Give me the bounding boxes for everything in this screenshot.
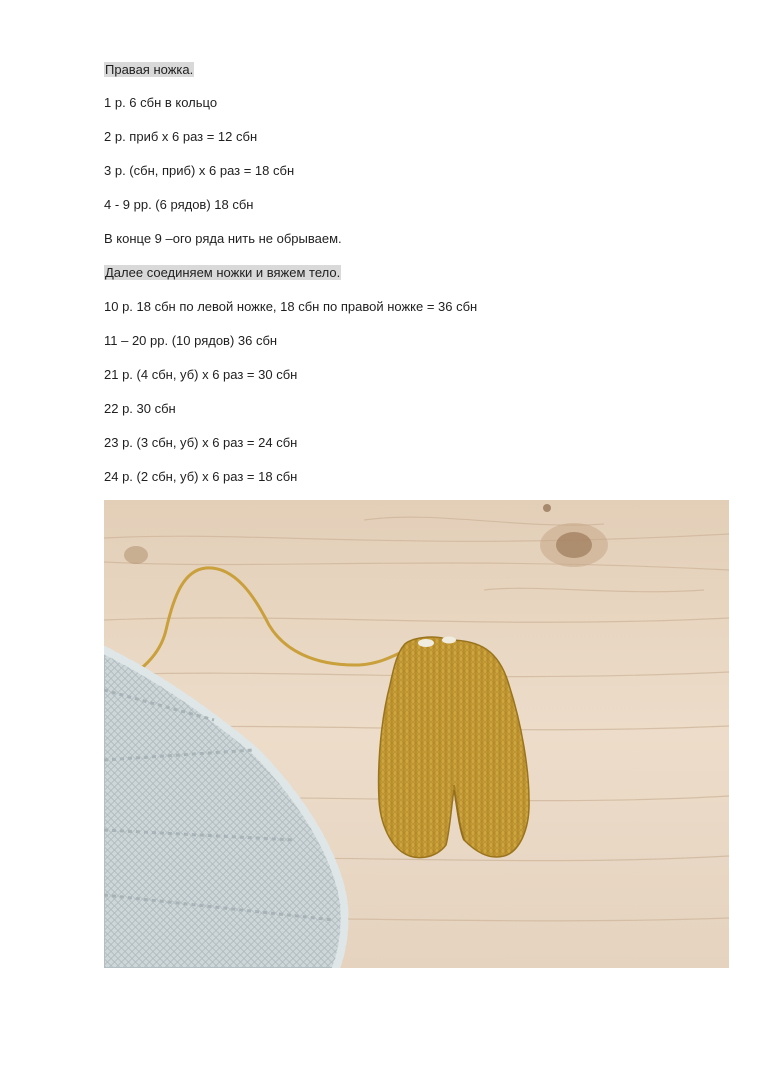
instruction-line: 24 р. (2 сбн, уб) х 6 раз = 18 сбн (104, 469, 298, 484)
instruction-line: 3 р. (сбн, приб) х 6 раз = 18 сбн (104, 163, 295, 178)
instruction-line: 2 р. приб х 6 раз = 12 сбн (104, 129, 258, 144)
highlight-mark: Правая ножка. (105, 62, 194, 77)
instruction-line: В конце 9 –ого ряда нить не обрываем. (104, 231, 342, 246)
heading-join-legs (104, 264, 341, 282)
instruction-line: 21 р. (4 сбн, уб) х 6 раз = 30 сбн (104, 367, 298, 382)
highlight-mark: Далее соединяем ножки и вяжем тело. (105, 265, 341, 280)
crochet-photo (104, 500, 729, 968)
instruction-line: 11 – 20 рр. (10 рядов) 36 сбн (104, 333, 278, 348)
instruction-line: 4 - 9 рр. (6 рядов) 18 сбн (104, 197, 254, 212)
instruction-line: 10 р. 18 сбн по левой ножке, 18 сбн по правой ножке = 36 сбн (104, 299, 478, 314)
instruction-line: 23 р. (3 сбн, уб) х 6 раз = 24 сбн (104, 435, 298, 450)
instruction-line: 22 р. 30 сбн (104, 401, 176, 416)
instruction-line: 1 р. 6 сбн в кольцо (104, 95, 218, 110)
heading-right-leg (104, 61, 194, 79)
